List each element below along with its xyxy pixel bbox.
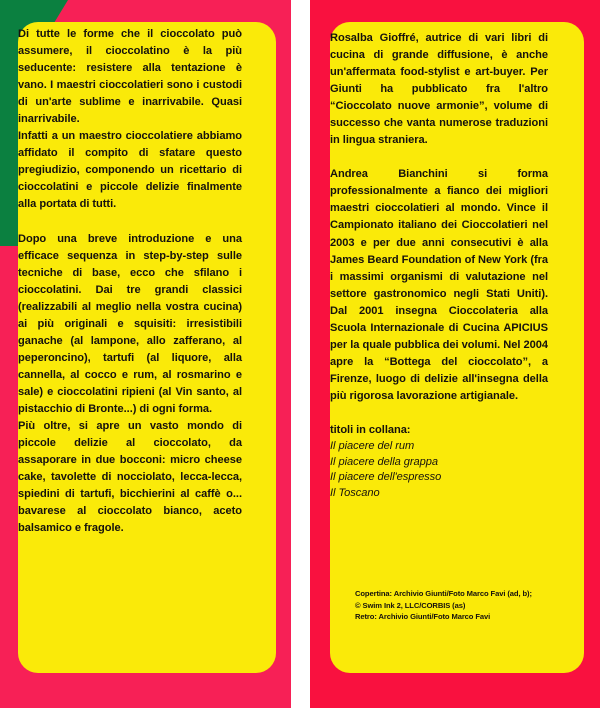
series-title-list (330, 439, 548, 501)
back-cover-copy (18, 26, 242, 537)
photo-credits (355, 588, 570, 623)
flap-paragraph-author-1: Rosalba Gioffré, autrice di vari libri di cucina di grande diffusione, è anche un'affermata food-stylist e art-buyer. Per Giunti ha pubblicato fra l'altro “Cioccolato nuove armonie”, volume di successo che vanta numerose traduzioni in lingua straniera. (330, 32, 548, 147)
back-cover-paragraph-4: Più oltre, si apre un vasto mondo di piccole delizie al cioccolato, da assaporare in due bocconi: micro cheese cake, tavolette di nocciolato, lecca-lecca, spiedini di tartufi, bicchierini al caffè o... bavarese al cioccolato bianco, aceto balsamico e fragole. (18, 420, 242, 535)
series-title-item: Il piacere del rum (330, 440, 415, 453)
right-edge-band-bottom (584, 455, 600, 708)
credit-line: Copertina: Archivio Giunti/Foto Marco Favi (ad, b); (355, 589, 532, 598)
back-cover-paragraph-2: Infatti a un maestro cioccolatiere abbiamo affidato il compito di sfatare questo pregiudizio, componendo un ricettario di cioccolatini e piccole delizie finalmente alla portata di tutti. (18, 130, 242, 211)
flap-copy (330, 30, 548, 501)
series-heading: titoli in collana: (330, 423, 411, 436)
back-cover-paragraph-3: Dopo una breve introduzione e una efficace sequenza in step-by-step sulle tecniche di base, ecco che sfilano i cioccolatini. Dai tre grandi classici (realizzabili al meglio nella vostra cucina) ai più originali e squisiti: irresistibili ganache (al lampone, allo zafferano, al peperoncino), tartufi (al liquore, alla cannella, al cocco e rum, al rosmarino e sale) e cioccolatini ripieni (al Vin santo, al pistacchio di Bronte...) di ogni forma. (18, 232, 242, 415)
flap-paragraph-author-2: Andrea Bianchini si forma professionalmente a fianco dei migliori maestri cioccolatieri al mondo. Vince il Campionato italiano dei Cioccolatieri nel 2003 e per due anni consecutivi è alla James Beard Foundation of New York (fra i massimi organismi di valutazione nel settore gastronomico negli Stati Uniti). Dal 2001 insegna Cioccolateria alla Scuola Internazionale di Cucina APICIUS per la quale pubblica dei volumi. Nel 2004 apre la “Bottega del cioccolato”, a Firenze, luogo di delizie all'insegna della più rigorosa lavorazione artigianale. (330, 168, 548, 402)
series-title-item: Il piacere dell'espresso (330, 471, 442, 484)
series-title-item: Il piacere della grappa (330, 455, 439, 468)
series-title-item: Il Toscano (330, 486, 380, 499)
right-edge-band-top (586, 0, 600, 180)
flap-panel (310, 0, 600, 708)
credit-line: © Swim Ink 2, LLC/CORBIS (as) (355, 600, 466, 610)
series-titles-block (330, 422, 548, 501)
back-cover-paragraph-1: Di tutte le forme che il cioccolato può assumere, il cioccolatino è la più seducente: resistere alla tentazione è vano. I maestri cioccolatieri sono i custodi di un'arte sublime e inarrivabile. Quasi inarrivabile. (18, 28, 242, 126)
back-cover-panel (0, 0, 291, 708)
credit-line: Retro: Archivio Giunti/Foto Marco Favi (355, 612, 491, 622)
